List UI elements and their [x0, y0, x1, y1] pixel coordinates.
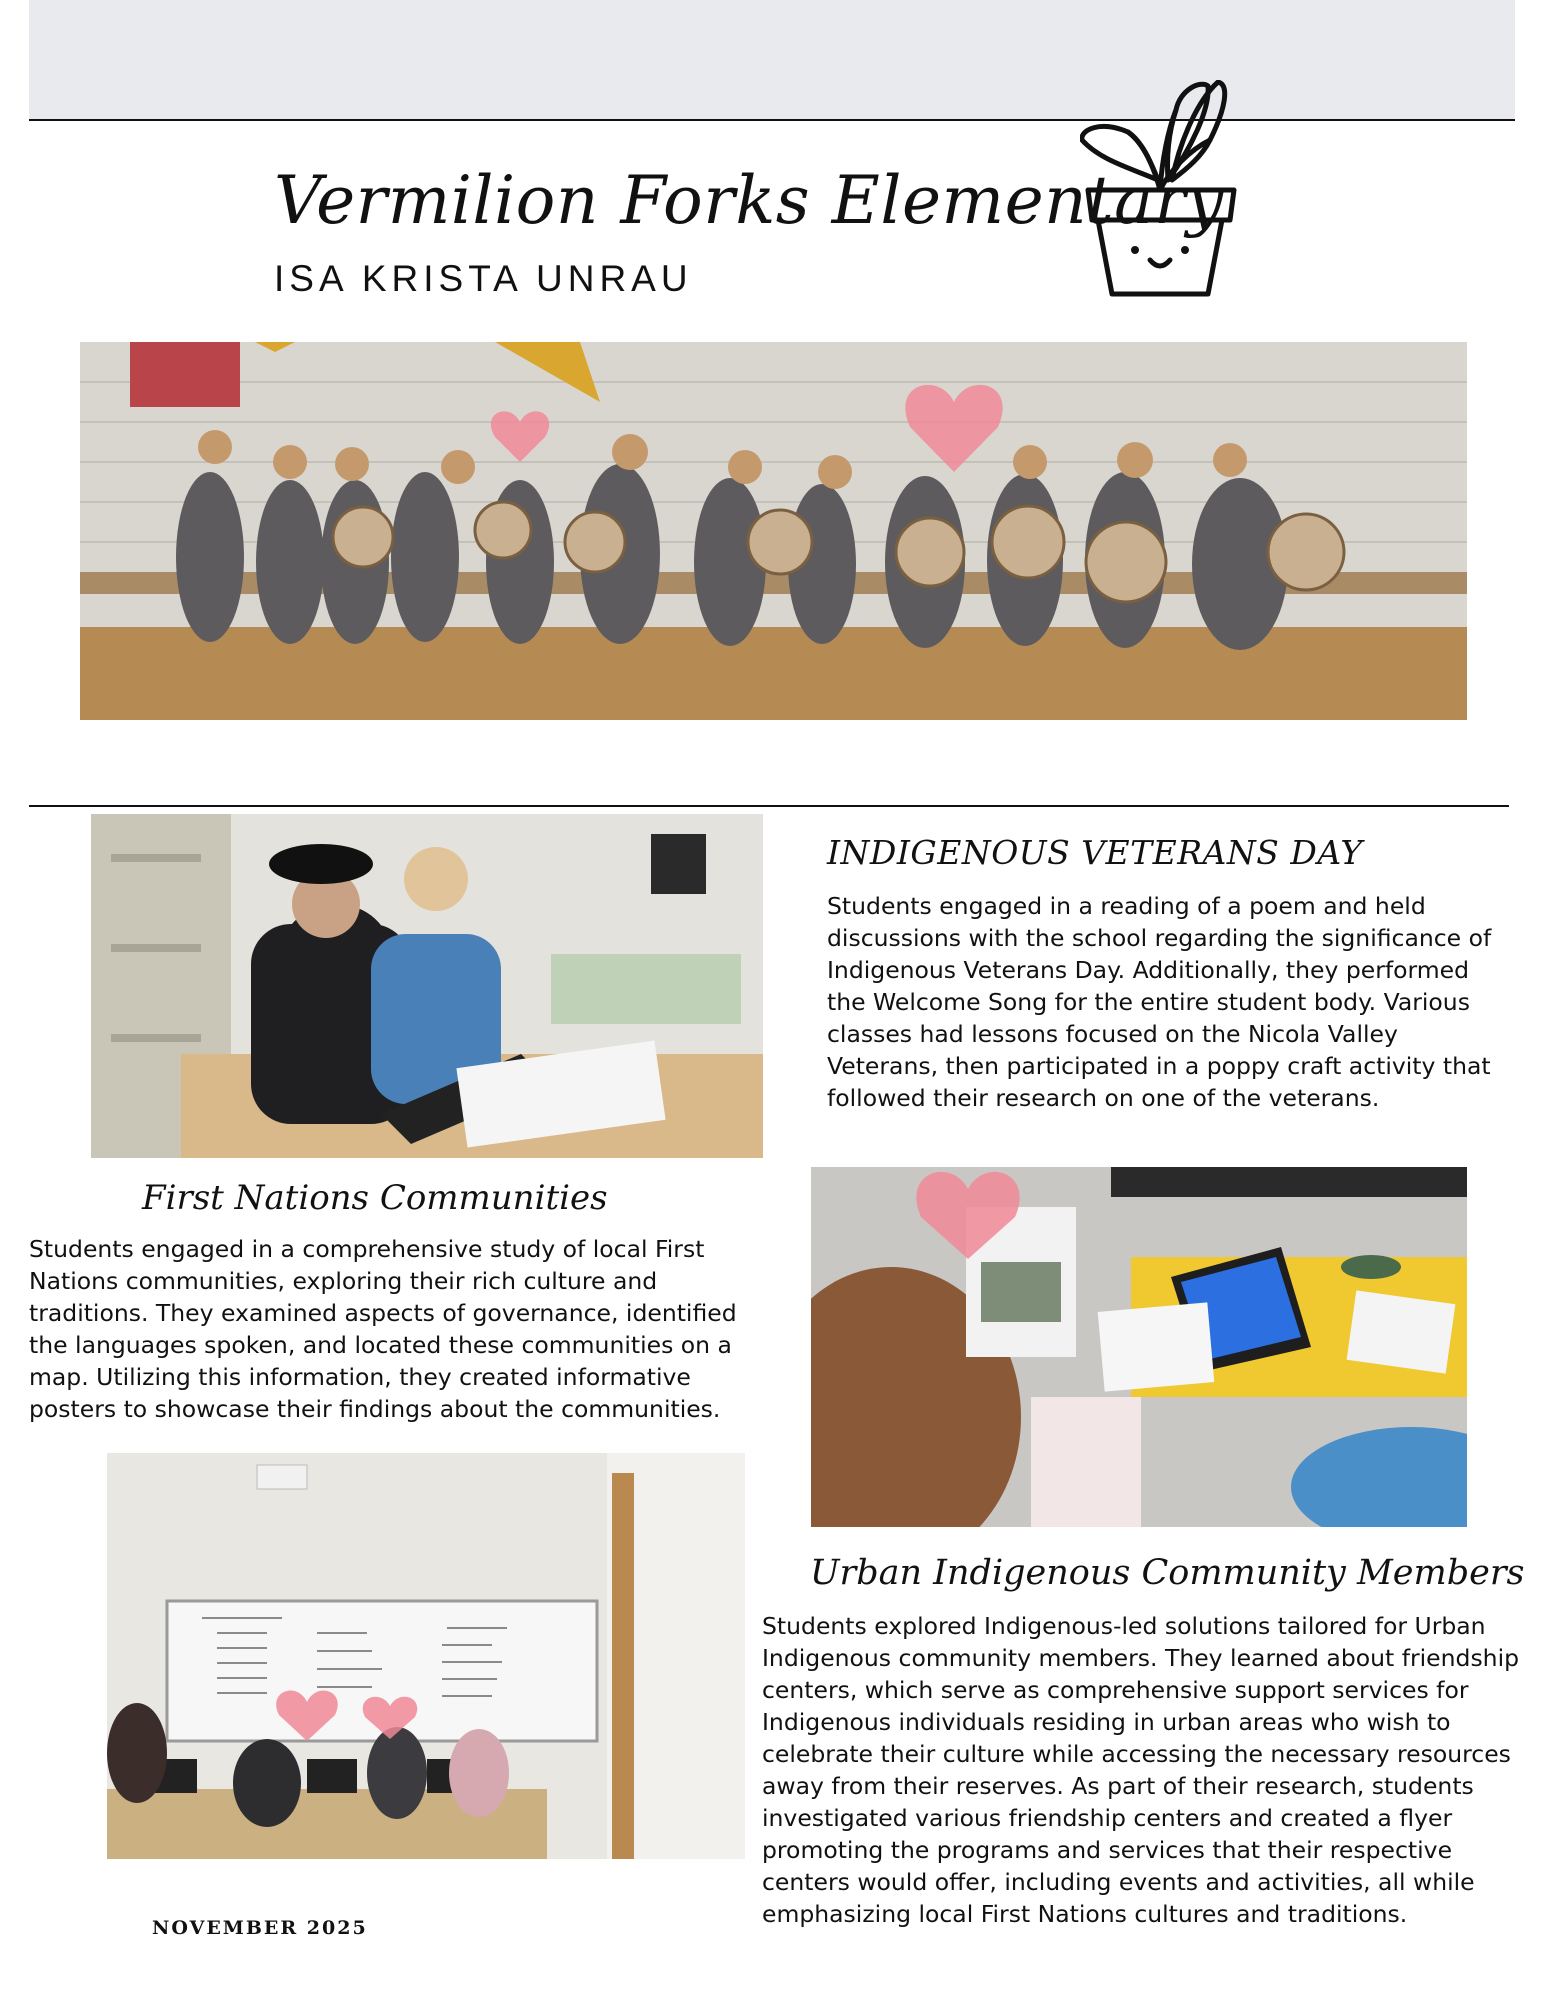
header-divider: [29, 119, 1515, 121]
first-nations-heading: First Nations Communities: [142, 1178, 608, 1218]
students-with-hand-drums-photo: [80, 342, 1467, 720]
urban-indigenous-body: Students explored Indigenous-led solutions tailored for Urban Indigenous community members. They learned about friendship centers, which serve as comprehensive support services for Indigenous individuals residing in urban areas who wish to celebrate their culture while accessing the necessary resources away from their reserves. As part of their research, students investigated various friendship centers and created a flyer promoting the programs and services that their respective centers would offer, including events and activities, all while emphasizing local First Nations cultures and traditions.: [762, 1612, 1520, 1928]
smiling-potted-plant-icon: [1080, 80, 1240, 305]
veterans-day-heading: INDIGENOUS VETERANS DAY: [827, 833, 1363, 872]
school-name: Vermilion Forks Elementary: [274, 162, 1224, 239]
issue-date: NOVEMBER 2025: [152, 1917, 368, 1939]
urban-indigenous-heading: Urban Indigenous Community Members: [810, 1553, 1525, 1593]
student-with-poster-photo: [811, 1167, 1467, 1527]
veterans-day-body: Students engaged in a reading of a poem and held discussions with the school regarding the significance of Indigenous Veterans Day. Additionally, they performed the Welcome Song for the entire student body. Various classes had lessons focused on the Nicola Valley Veterans, then participated in a poppy craft activity that followed their research on one of the veterans.: [827, 892, 1492, 1112]
students-at-laptop-photo: [91, 814, 763, 1158]
classroom-whiteboard-photo: [107, 1453, 745, 1859]
author-name: ISA KRISTA UNRAU: [274, 258, 693, 299]
section-divider: [29, 805, 1509, 807]
header-band: [29, 0, 1515, 120]
first-nations-body: Students engaged in a comprehensive study of local First Nations communities, exploring their rich culture and traditions. They examined aspects of governance, identified the languages spoken, and located these communities on a map. Utilizing this information, they created informative posters to showcase their findings about the communities.: [29, 1235, 737, 1423]
